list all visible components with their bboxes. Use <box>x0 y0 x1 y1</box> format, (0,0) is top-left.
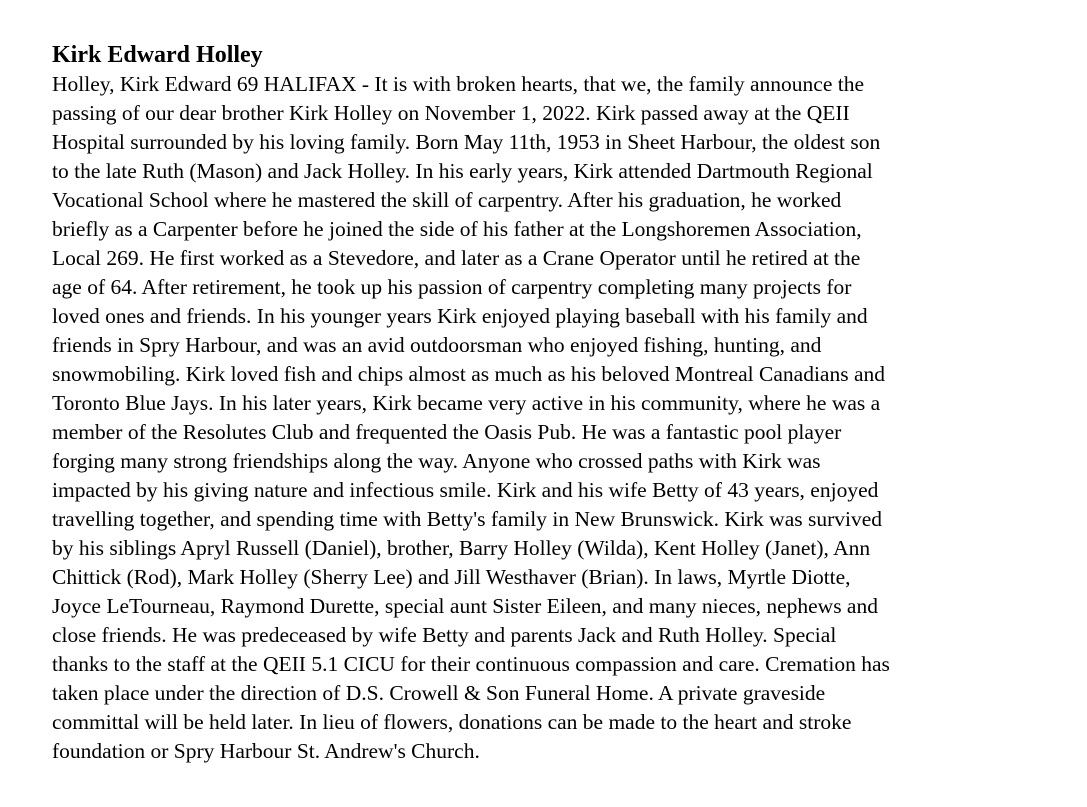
obituary-line: foundation or Spry Harbour St. Andrew's Church. <box>52 739 480 763</box>
obituary-line: Vocational School where he mastered the skill of carpentry. After his graduation, he worked <box>52 188 842 212</box>
obituary-line: loved ones and friends. In his younger years Kirk enjoyed playing baseball with his family and <box>52 304 868 328</box>
obituary-line: Chittick (Rod), Mark Holley (Sherry Lee) and Jill Westhaver (Brian). In laws, Myrtle Diotte, <box>52 565 851 589</box>
obituary-line: Local 269. He first worked as a Stevedore, and later as a Crane Operator until he retired at the <box>52 246 861 270</box>
obituary-line: taken place under the direction of D.S. Crowell & Son Funeral Home. A private graveside <box>52 681 826 705</box>
obituary-line: friends in Spry Harbour, and was an avid outdoorsman who enjoyed fishing, hunting, and <box>52 333 822 357</box>
obituary-line: passing of our dear brother Kirk Holley on November 1, 2022. Kirk passed away at the QEII <box>52 101 850 125</box>
obituary-line: impacted by his giving nature and infectious smile. Kirk and his wife Betty of 43 years, enjoyed <box>52 478 879 502</box>
obituary-line: Joyce LeTourneau, Raymond Durette, special aunt Sister Eileen, and many nieces, nephews and <box>52 594 878 618</box>
obituary-document <box>52 40 1042 766</box>
obituary-line: committal will be held later. In lieu of flowers, donations can be made to the heart and stroke <box>52 710 852 734</box>
obituary-line: member of the Resolutes Club and frequented the Oasis Pub. He was a fantastic pool player <box>52 420 842 444</box>
obituary-line: by his siblings Apryl Russell (Daniel), brother, Barry Holley (Wilda), Kent Holley (Janet), Ann <box>52 536 871 560</box>
obituary-line: age of 64. After retirement, he took up his passion of carpentry completing many projects for <box>52 275 852 299</box>
obituary-line: forging many strong friendships along the way. Anyone who crossed paths with Kirk was <box>52 449 821 473</box>
obituary-line: thanks to the staff at the QEII 5.1 CICU for their continuous compassion and care. Cremation has <box>52 652 890 676</box>
obituary-line: briefly as a Carpenter before he joined the side of his father at the Longshoremen Association, <box>52 217 862 241</box>
obituary-title: Kirk Edward Holley <box>52 42 263 68</box>
obituary-line: Toronto Blue Jays. In his later years, Kirk became very active in his community, where he was a <box>52 391 881 415</box>
obituary-body <box>52 70 1042 766</box>
obituary-line: snowmobiling. Kirk loved fish and chips almost as much as his beloved Montreal Canadians and <box>52 362 885 386</box>
obituary-line: Hospital surrounded by his loving family. Born May 11th, 1953 in Sheet Harbour, the oldest son <box>52 130 881 154</box>
obituary-line: Holley, Kirk Edward 69 HALIFAX - It is with broken hearts, that we, the family announce the <box>52 72 865 96</box>
obituary-line: to the late Ruth (Mason) and Jack Holley. In his early years, Kirk attended Dartmouth Regional <box>52 159 873 183</box>
obituary-line: travelling together, and spending time with Betty's family in New Brunswick. Kirk was survived <box>52 507 883 531</box>
obituary-line: close friends. He was predeceased by wife Betty and parents Jack and Ruth Holley. Special <box>52 623 837 647</box>
